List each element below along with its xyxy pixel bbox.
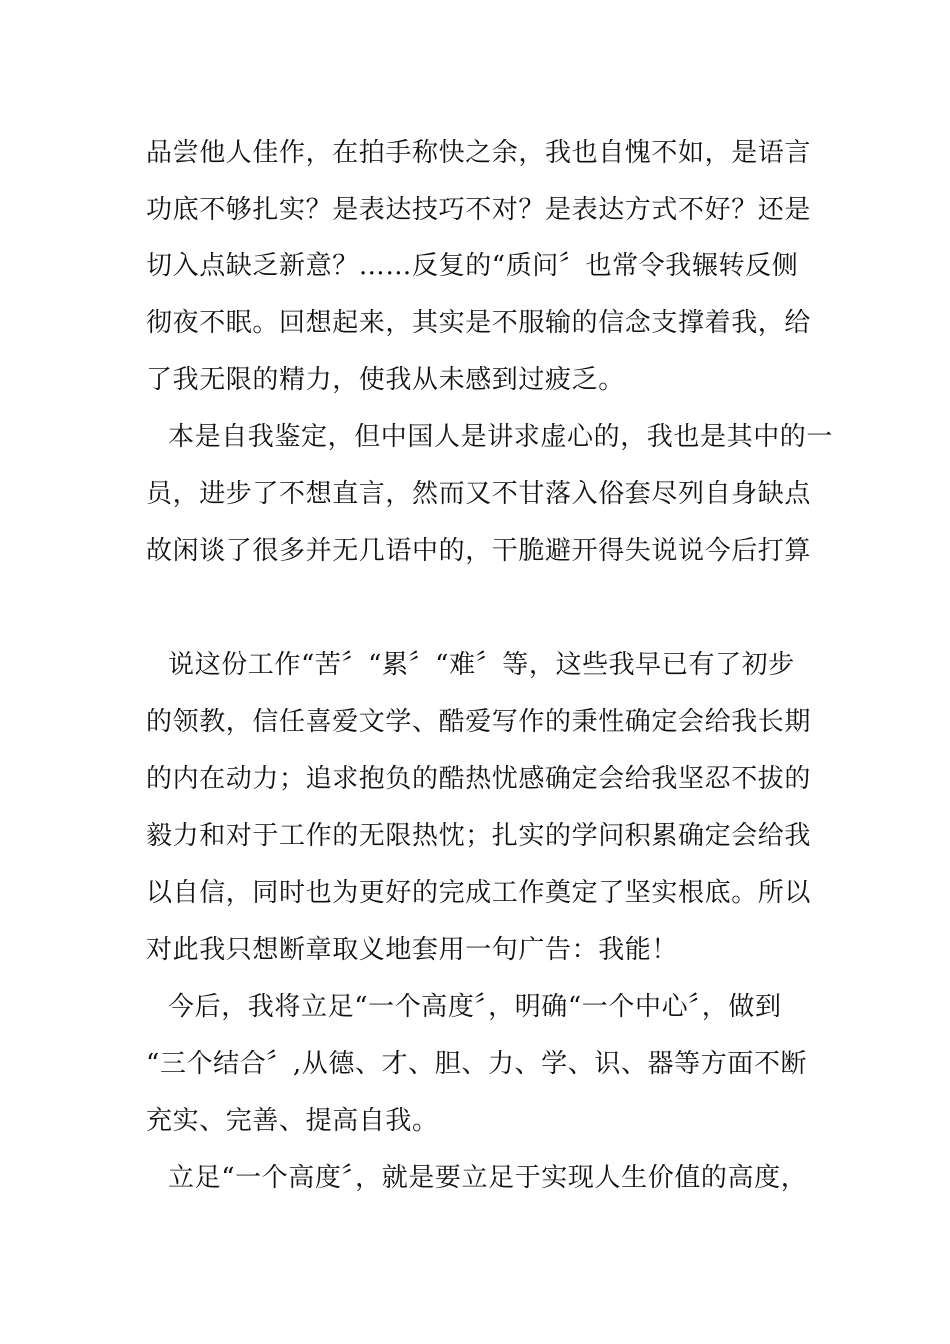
text-line: 故闲谈了很多并无几语中的，干脆避开得失说说今后打算 — [146, 536, 812, 566]
text-line: 切入点缺乏新意？……反复的“质问〞也常令我辗转反侧 — [146, 251, 799, 281]
text-line: 本是自我鉴定，但中国人是讲求虚心的，我也是其中的一 — [168, 422, 834, 452]
text-line: 功底不够扎实？是表达技巧不对？是表达方式不好？还是 — [146, 195, 812, 225]
text-line: 了我无限的精力，使我从未感到过疲乏。 — [146, 365, 625, 395]
text-line: 立足“一个高度〞，就是要立足于实现人生价值的高度， — [168, 1163, 808, 1193]
text-line: 充实、完善、提高自我。 — [146, 1106, 439, 1136]
text-line: 以自信，同时也为更好的完成工作奠定了坚实根底。所以 — [146, 878, 812, 908]
text-line: 的领教，信任喜爱文学、酷爱写作的秉性确定会给我长期 — [146, 707, 812, 737]
text-line: “三个结合〞,从德、才、胆、力、学、识、器等方面不断 — [146, 1049, 808, 1079]
text-line: 品尝他人佳作，在拍手称快之余，我也自愧不如，是语言 — [146, 138, 812, 168]
text-line: 今后，我将立足“一个高度〞，明确“一个中心〞，做到 — [168, 992, 782, 1022]
text-line: 的内在动力；追求抱负的酷热忧感确定会给我坚忍不拔的 — [146, 764, 812, 794]
text-line: 毅力和对于工作的无限热忱；扎实的学问积累确定会给我 — [146, 821, 812, 851]
text-line: 对此我只想断章取义地套用一句广告：我能！ — [146, 935, 679, 965]
text-line: 说这份工作“苦〞“累〞“难〞等，这些我早已有了初步 — [168, 650, 795, 680]
text-line: 彻夜不眠。回想起来，其实是不服输的信念支撑着我，给 — [146, 308, 812, 338]
text-line: 员，进步了不想直言，然而又不甘落入俗套尽列自身缺点 — [146, 479, 812, 509]
